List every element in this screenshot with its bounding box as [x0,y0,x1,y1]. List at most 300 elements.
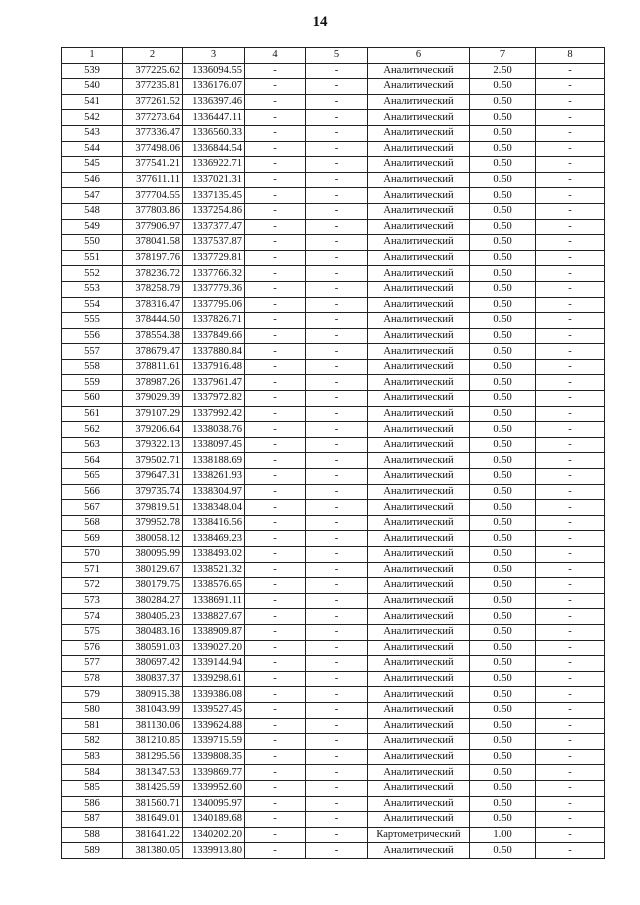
y-coordinate-cell: 1337972.82 [183,391,245,407]
column-header-6: 6 [368,48,470,64]
table-row [62,827,605,843]
y-coordinate-cell: 1337537.87 [183,235,245,251]
accuracy-cell: 0.50 [470,344,536,360]
x-coordinate-cell: 378987.26 [123,375,183,391]
col-4-value-cell: - [245,531,306,547]
accuracy-cell: 0.50 [470,671,536,687]
col-8-value-cell: - [536,235,605,251]
table-row [62,281,605,297]
method-cell: Аналитический [368,812,470,828]
x-coordinate-cell: 380179.75 [123,578,183,594]
accuracy-cell: 0.50 [470,812,536,828]
x-coordinate-cell: 377225.62 [123,63,183,79]
point-number-cell: 561 [62,406,123,422]
point-number-cell: 573 [62,593,123,609]
table-row [62,125,605,141]
method-cell: Аналитический [368,687,470,703]
x-coordinate-cell: 381130.06 [123,718,183,734]
accuracy-cell: 0.50 [470,219,536,235]
table-row [62,812,605,828]
col-5-value-cell: - [306,469,368,485]
method-cell: Аналитический [368,235,470,251]
point-number-cell: 564 [62,453,123,469]
accuracy-cell: 0.50 [470,734,536,750]
col-8-value-cell: - [536,500,605,516]
col-8-value-cell: - [536,359,605,375]
col-4-value-cell: - [245,375,306,391]
accuracy-cell: 0.50 [470,235,536,251]
col-8-value-cell: - [536,780,605,796]
y-coordinate-cell: 1338691.11 [183,593,245,609]
method-cell: Аналитический [368,344,470,360]
x-coordinate-cell: 379819.51 [123,500,183,516]
table-row [62,531,605,547]
y-coordinate-cell: 1336447.11 [183,110,245,126]
y-coordinate-cell: 1340202.20 [183,827,245,843]
method-cell: Аналитический [368,671,470,687]
y-coordinate-cell: 1337135.45 [183,188,245,204]
table-row [62,749,605,765]
x-coordinate-cell: 378679.47 [123,344,183,360]
column-header-4: 4 [245,48,306,64]
x-coordinate-cell: 380058.12 [123,531,183,547]
y-coordinate-cell: 1337849.66 [183,328,245,344]
col-8-value-cell: - [536,313,605,329]
y-coordinate-cell: 1337826.71 [183,313,245,329]
col-8-value-cell: - [536,562,605,578]
x-coordinate-cell: 378258.79 [123,281,183,297]
y-coordinate-cell: 1337729.81 [183,250,245,266]
col-5-value-cell: - [306,313,368,329]
col-8-value-cell: - [536,734,605,750]
col-8-value-cell: - [536,297,605,313]
col-5-value-cell: - [306,250,368,266]
table-row [62,687,605,703]
accuracy-cell: 0.50 [470,328,536,344]
accuracy-cell: 0.50 [470,79,536,95]
method-cell: Аналитический [368,562,470,578]
accuracy-cell: 0.50 [470,281,536,297]
method-cell: Аналитический [368,780,470,796]
point-number-cell: 569 [62,531,123,547]
point-number-cell: 555 [62,313,123,329]
point-number-cell: 543 [62,125,123,141]
col-4-value-cell: - [245,687,306,703]
x-coordinate-cell: 378444.50 [123,313,183,329]
table-row [62,765,605,781]
y-coordinate-cell: 1336922.71 [183,157,245,173]
method-cell: Аналитический [368,219,470,235]
col-4-value-cell: - [245,765,306,781]
y-coordinate-cell: 1337795.06 [183,297,245,313]
col-5-value-cell: - [306,188,368,204]
col-5-value-cell: - [306,765,368,781]
point-number-cell: 568 [62,515,123,531]
accuracy-cell: 0.50 [470,718,536,734]
col-8-value-cell: - [536,796,605,812]
accuracy-cell: 0.50 [470,656,536,672]
accuracy-cell: 0.50 [470,578,536,594]
method-cell: Аналитический [368,188,470,204]
col-5-value-cell: - [306,63,368,79]
table-row [62,235,605,251]
col-5-value-cell: - [306,578,368,594]
col-5-value-cell: - [306,796,368,812]
col-8-value-cell: - [536,375,605,391]
column-header-1: 1 [62,48,123,64]
col-8-value-cell: - [536,687,605,703]
method-cell: Аналитический [368,656,470,672]
accuracy-cell: 0.50 [470,172,536,188]
point-number-cell: 574 [62,609,123,625]
point-number-cell: 558 [62,359,123,375]
col-4-value-cell: - [245,718,306,734]
accuracy-cell: 0.50 [470,266,536,282]
y-coordinate-cell: 1336094.55 [183,63,245,79]
x-coordinate-cell: 381560.71 [123,796,183,812]
y-coordinate-cell: 1339952.60 [183,780,245,796]
col-5-value-cell: - [306,687,368,703]
col-5-value-cell: - [306,749,368,765]
col-4-value-cell: - [245,422,306,438]
x-coordinate-cell: 377235.81 [123,79,183,95]
point-number-cell: 539 [62,63,123,79]
col-8-value-cell: - [536,281,605,297]
table-row [62,453,605,469]
col-5-value-cell: - [306,437,368,453]
method-cell: Аналитический [368,609,470,625]
accuracy-cell: 0.50 [470,141,536,157]
point-number-cell: 582 [62,734,123,750]
col-5-value-cell: - [306,157,368,173]
col-5-value-cell: - [306,843,368,859]
point-number-cell: 545 [62,157,123,173]
point-number-cell: 589 [62,843,123,859]
col-4-value-cell: - [245,203,306,219]
col-8-value-cell: - [536,640,605,656]
col-4-value-cell: - [245,344,306,360]
accuracy-cell: 0.50 [470,313,536,329]
point-number-cell: 576 [62,640,123,656]
table-row [62,843,605,859]
table-row [62,500,605,516]
accuracy-cell: 0.50 [470,843,536,859]
point-number-cell: 580 [62,702,123,718]
accuracy-cell: 1.00 [470,827,536,843]
accuracy-cell: 0.50 [470,500,536,516]
method-cell: Аналитический [368,250,470,266]
x-coordinate-cell: 381043.99 [123,702,183,718]
accuracy-cell: 0.50 [470,250,536,266]
y-coordinate-cell: 1339386.08 [183,687,245,703]
x-coordinate-cell: 380483.16 [123,624,183,640]
col-5-value-cell: - [306,547,368,563]
accuracy-cell: 0.50 [470,702,536,718]
col-5-value-cell: - [306,125,368,141]
method-cell: Аналитический [368,578,470,594]
table-row [62,593,605,609]
accuracy-cell: 0.50 [470,157,536,173]
col-5-value-cell: - [306,656,368,672]
col-5-value-cell: - [306,640,368,656]
point-number-cell: 550 [62,235,123,251]
point-number-cell: 587 [62,812,123,828]
column-header-3: 3 [183,48,245,64]
col-5-value-cell: - [306,453,368,469]
method-cell: Аналитический [368,297,470,313]
col-5-value-cell: - [306,281,368,297]
x-coordinate-cell: 379206.64 [123,422,183,438]
accuracy-cell: 0.50 [470,359,536,375]
y-coordinate-cell: 1338469.23 [183,531,245,547]
method-cell: Аналитический [368,734,470,750]
x-coordinate-cell: 379735.74 [123,484,183,500]
table-row [62,469,605,485]
x-coordinate-cell: 377906.97 [123,219,183,235]
col-8-value-cell: - [536,749,605,765]
table-row [62,172,605,188]
y-coordinate-cell: 1336844.54 [183,141,245,157]
col-8-value-cell: - [536,344,605,360]
col-4-value-cell: - [245,235,306,251]
y-coordinate-cell: 1338038.76 [183,422,245,438]
y-coordinate-cell: 1338348.04 [183,500,245,516]
col-8-value-cell: - [536,141,605,157]
y-coordinate-cell: 1337880.84 [183,344,245,360]
y-coordinate-cell: 1339869.77 [183,765,245,781]
col-5-value-cell: - [306,391,368,407]
point-number-cell: 547 [62,188,123,204]
col-8-value-cell: - [536,812,605,828]
col-8-value-cell: - [536,172,605,188]
y-coordinate-cell: 1339298.61 [183,671,245,687]
y-coordinate-cell: 1338909.87 [183,624,245,640]
y-coordinate-cell: 1339527.45 [183,702,245,718]
col-5-value-cell: - [306,235,368,251]
col-4-value-cell: - [245,671,306,687]
y-coordinate-cell: 1337766.32 [183,266,245,282]
col-4-value-cell: - [245,110,306,126]
table-row [62,250,605,266]
y-coordinate-cell: 1338576.65 [183,578,245,594]
y-coordinate-cell: 1337377.47 [183,219,245,235]
x-coordinate-cell: 380915.38 [123,687,183,703]
table-row [62,671,605,687]
accuracy-cell: 0.50 [470,515,536,531]
point-number-cell: 559 [62,375,123,391]
x-coordinate-cell: 381641.22 [123,827,183,843]
accuracy-cell: 0.50 [470,484,536,500]
col-8-value-cell: - [536,79,605,95]
col-8-value-cell: - [536,125,605,141]
point-number-cell: 584 [62,765,123,781]
accuracy-cell: 0.50 [470,640,536,656]
x-coordinate-cell: 379647.31 [123,469,183,485]
x-coordinate-cell: 378811.61 [123,359,183,375]
col-4-value-cell: - [245,281,306,297]
x-coordinate-cell: 380129.67 [123,562,183,578]
table-row [62,734,605,750]
point-number-cell: 566 [62,484,123,500]
col-4-value-cell: - [245,500,306,516]
col-5-value-cell: - [306,94,368,110]
col-8-value-cell: - [536,515,605,531]
table-row [62,547,605,563]
x-coordinate-cell: 381380.05 [123,843,183,859]
col-5-value-cell: - [306,375,368,391]
method-cell: Аналитический [368,702,470,718]
accuracy-cell: 0.50 [470,437,536,453]
col-8-value-cell: - [536,718,605,734]
y-coordinate-cell: 1340095.97 [183,796,245,812]
col-8-value-cell: - [536,469,605,485]
coordinates-table [61,47,605,859]
x-coordinate-cell: 381649.01 [123,812,183,828]
method-cell: Аналитический [368,94,470,110]
col-5-value-cell: - [306,328,368,344]
col-5-value-cell: - [306,297,368,313]
col-5-value-cell: - [306,406,368,422]
col-4-value-cell: - [245,640,306,656]
point-number-cell: 588 [62,827,123,843]
y-coordinate-cell: 1337021.31 [183,172,245,188]
method-cell: Аналитический [368,313,470,329]
table-row [62,718,605,734]
y-coordinate-cell: 1338521.32 [183,562,245,578]
col-8-value-cell: - [536,266,605,282]
y-coordinate-cell: 1338304.97 [183,484,245,500]
table-row [62,796,605,812]
col-4-value-cell: - [245,796,306,812]
col-4-value-cell: - [245,94,306,110]
y-coordinate-cell: 1337992.42 [183,406,245,422]
column-header-8: 8 [536,48,605,64]
col-8-value-cell: - [536,406,605,422]
point-number-cell: 571 [62,562,123,578]
x-coordinate-cell: 381295.56 [123,749,183,765]
x-coordinate-cell: 377803.86 [123,203,183,219]
x-coordinate-cell: 380697.42 [123,656,183,672]
y-coordinate-cell: 1337961.47 [183,375,245,391]
col-8-value-cell: - [536,203,605,219]
accuracy-cell: 0.50 [470,593,536,609]
col-8-value-cell: - [536,671,605,687]
y-coordinate-cell: 1338261.93 [183,469,245,485]
col-4-value-cell: - [245,250,306,266]
col-4-value-cell: - [245,453,306,469]
col-4-value-cell: - [245,578,306,594]
col-5-value-cell: - [306,203,368,219]
accuracy-cell: 0.50 [470,406,536,422]
table-row [62,313,605,329]
col-8-value-cell: - [536,157,605,173]
col-8-value-cell: - [536,453,605,469]
col-4-value-cell: - [245,624,306,640]
col-8-value-cell: - [536,593,605,609]
table-row [62,266,605,282]
accuracy-cell: 0.50 [470,562,536,578]
method-cell: Аналитический [368,515,470,531]
col-4-value-cell: - [245,328,306,344]
table-row [62,640,605,656]
accuracy-cell: 0.50 [470,297,536,313]
point-number-cell: 553 [62,281,123,297]
x-coordinate-cell: 381210.85 [123,734,183,750]
col-8-value-cell: - [536,219,605,235]
point-number-cell: 552 [62,266,123,282]
point-number-cell: 563 [62,437,123,453]
method-cell: Аналитический [368,328,470,344]
col-8-value-cell: - [536,765,605,781]
col-5-value-cell: - [306,172,368,188]
y-coordinate-cell: 1338493.02 [183,547,245,563]
x-coordinate-cell: 380284.27 [123,593,183,609]
col-4-value-cell: - [245,188,306,204]
col-4-value-cell: - [245,780,306,796]
point-number-cell: 549 [62,219,123,235]
point-number-cell: 577 [62,656,123,672]
col-4-value-cell: - [245,749,306,765]
point-number-cell: 581 [62,718,123,734]
col-8-value-cell: - [536,94,605,110]
point-number-cell: 579 [62,687,123,703]
table-row [62,328,605,344]
col-8-value-cell: - [536,484,605,500]
accuracy-cell: 0.50 [470,453,536,469]
table-row [62,515,605,531]
col-4-value-cell: - [245,406,306,422]
x-coordinate-cell: 380405.23 [123,609,183,625]
col-5-value-cell: - [306,827,368,843]
point-number-cell: 578 [62,671,123,687]
x-coordinate-cell: 380591.03 [123,640,183,656]
table-row [62,359,605,375]
col-5-value-cell: - [306,780,368,796]
col-8-value-cell: - [536,250,605,266]
table-row [62,94,605,110]
x-coordinate-cell: 377541.21 [123,157,183,173]
table-row [62,219,605,235]
method-cell: Аналитический [368,281,470,297]
accuracy-cell: 0.50 [470,624,536,640]
method-cell: Аналитический [368,266,470,282]
col-5-value-cell: - [306,593,368,609]
col-4-value-cell: - [245,562,306,578]
col-4-value-cell: - [245,609,306,625]
x-coordinate-cell: 377611.11 [123,172,183,188]
table-row [62,110,605,126]
col-8-value-cell: - [536,843,605,859]
point-number-cell: 585 [62,780,123,796]
point-number-cell: 542 [62,110,123,126]
method-cell: Аналитический [368,484,470,500]
col-5-value-cell: - [306,266,368,282]
col-8-value-cell: - [536,437,605,453]
y-coordinate-cell: 1339624.88 [183,718,245,734]
table-row [62,406,605,422]
col-8-value-cell: - [536,827,605,843]
table-row [62,344,605,360]
method-cell: Картометрический [368,827,470,843]
x-coordinate-cell: 380095.99 [123,547,183,563]
accuracy-cell: 0.50 [470,469,536,485]
col-4-value-cell: - [245,702,306,718]
point-number-cell: 557 [62,344,123,360]
col-4-value-cell: - [245,391,306,407]
col-5-value-cell: - [306,609,368,625]
col-5-value-cell: - [306,359,368,375]
col-4-value-cell: - [245,172,306,188]
